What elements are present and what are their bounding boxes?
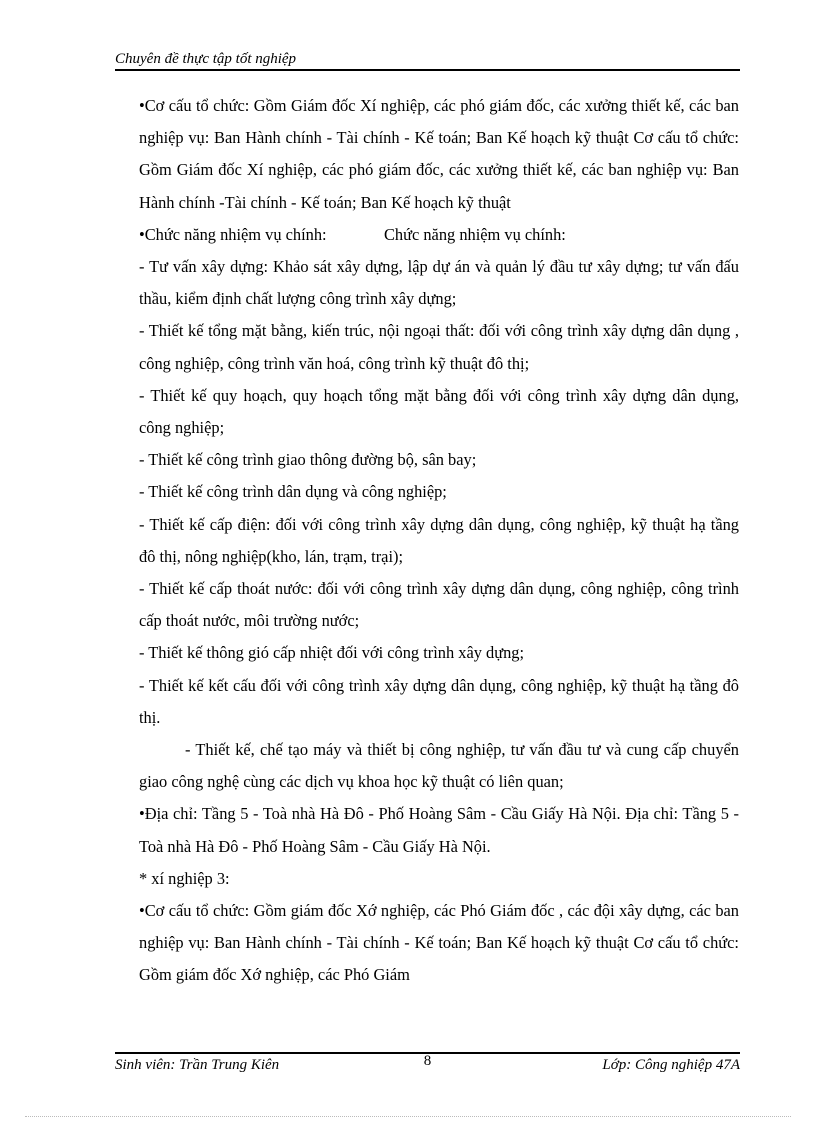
footer-class: Lớp: Công nghiệp 47A	[602, 1057, 740, 1073]
paragraph-transport: - Thiết kế công trình giao thông đường bộ, sân bay;	[139, 450, 477, 470]
footer-student-name: Sinh viên: Trần Trung Kiên	[115, 1057, 280, 1073]
paragraph-consulting: - Tư vấn xây dựng: Khảo sát xây dựng, lập dự án và quản lý đầu tư xây dựng; tư vấn đấu thầu, kiểm định chất lượng công trình xây dựng;	[139, 257, 739, 309]
paragraph-ventilation: - Thiết kế thông gió cấp nhiệt đối với công trình xây dựng;	[139, 643, 525, 663]
footer-page-number: 8	[423, 1053, 432, 1069]
paragraph-address: •Địa chỉ: Tầng 5 - Toà nhà Hà Đô - Phố Hoàng Sâm - Cầu Giấy Hà Nội. Địa chỉ: Tầng 5 - Toà nhà Hà Đô - Phố Hoàng Sâm - Cầu Giấy Hà Nội.	[139, 804, 739, 856]
paragraph-org-structure-3: •Cơ cấu tổ chức: Gồm giám đốc Xớ nghiệp, các Phó Giám đốc , các đội xây dựng, các ban nghiệp vụ: Ban Hành chính - Tài chính - Kế toán; Ban Kế hoạch kỹ thuật Cơ cấu tổ chức: Gồm giám đốc Xớ nghiệp, các Phó Giám	[139, 901, 739, 985]
document-body	[139, 90, 739, 992]
paragraph-machinery: - Thiết kế, chế tạo máy và thiết bị công nghiệp, tư vấn đầu tư và cung cấp chuyển giao công nghệ cùng các dịch vụ khoa học kỹ thuật có liên quan;	[139, 740, 739, 792]
paragraph-water: - Thiết kế cấp thoát nước: đối với công trình xây dựng dân dụng, công nghiệp, công trình cấp thoát nước, môi trường nước;	[139, 579, 739, 631]
paragraph-site-design: - Thiết kế tổng mặt bằng, kiến trúc, nội ngoại thất: đối với công trình xây dựng dân dụng , công nghiệp, công trình văn hoá, công trình kỹ thuật đô thị;	[139, 321, 739, 373]
header-divider	[115, 69, 740, 71]
paragraph-enterprise-3: * xí nghiệp 3:	[139, 868, 230, 888]
page-bottom-edge	[25, 1116, 791, 1117]
page-header-title: Chuyên đề thực tập tốt nghiệp	[115, 51, 297, 67]
page-footer	[115, 1055, 740, 1075]
paragraph-civil-industrial: - Thiết kế công trình dân dụng và công nghiệp;	[139, 482, 447, 502]
paragraph-org-structure-1: •Cơ cấu tổ chức: Gồm Giám đốc Xí nghiệp, các phó giám đốc, các xưởng thiết kế, các ban nghiệp vụ: Ban Hành chính - Tài chính - Kế toán; Ban Kế hoạch kỹ thuật Cơ cấu tổ chức: Gồm Giám đốc Xí nghiệp, các phó giám đốc, các xưởng thiết kế, các ban nghiệp vụ: Ban Hành chính -Tài chính - Kế toán; Ban Kế hoạch kỹ thuật	[139, 96, 739, 212]
paragraph-functions-heading: •Chức năng nhiệm vụ chính: Chức năng nhiệm vụ chính:	[139, 224, 566, 244]
paragraph-structure: - Thiết kế kết cấu đối với công trình xây dựng dân dụng, công nghiệp, kỹ thuật hạ tầng đô thị.	[139, 675, 739, 727]
paragraph-electrical: - Thiết kế cấp điện: đối với công trình xây dựng dân dụng, công nghiệp, kỹ thuật hạ tầng đô thị, nông nghiệp(kho, lán, trạm, trại);	[139, 514, 739, 566]
paragraph-planning: - Thiết kế quy hoạch, quy hoạch tổng mặt bằng đối với công trình xây dựng dân dụng, công nghiệp;	[139, 385, 739, 438]
